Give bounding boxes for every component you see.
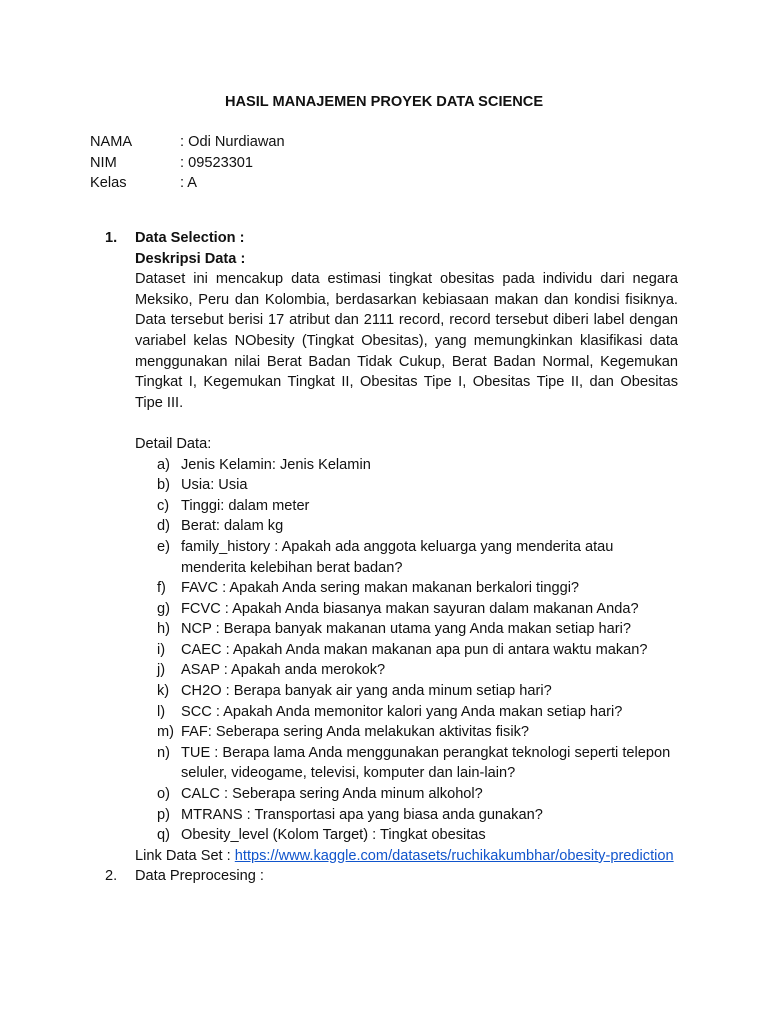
list-item-text: CALC : Seberapa sering Anda minum alkohol? (181, 786, 483, 803)
list-item-marker: f) (157, 580, 166, 597)
identity-value: : 09523301 (180, 154, 254, 171)
list-item (135, 743, 678, 784)
list-item-text: Jenis Kelamin: Jenis Kelamin (181, 456, 371, 473)
section-heading: Data Preprocesing : (135, 868, 264, 885)
list-item (135, 702, 678, 723)
list-item-marker: e) (157, 538, 170, 555)
dataset-link[interactable]: https://www.kaggle.com/datasets/ruchikakumbhar/obesity-prediction (234, 847, 674, 864)
section-subheading: Deskripsi Data : (135, 250, 246, 267)
section-heading: Data Selection : (135, 230, 245, 246)
description-paragraph: Dataset ini mencakup data estimasi tingkat obesitas pada individu dari negara Meksiko, Peru dan Kolombia, berdasarkan kebiasaan makan dan kondisi fisiknya. Data tersebut berisi 17 atribut dan 2111 record, record tersebut diberi label dengan variabel kelas NObesity (Tingkat Obesitas), yang memungkinkan klasifikasi data menggunakan nilai Berat Badan Tidak Cukup, Berat Badan Normal, Kegemukan Tingkat I, Kegemukan Tingkat II, Obesitas Tipe I, Obesitas Tipe II, dan Obesitas Tipe III. (135, 271, 678, 411)
identity-label: Kelas (90, 175, 127, 192)
section-body (135, 228, 678, 866)
list-item (135, 599, 678, 620)
list-item-text: TUE : Berapa lama Anda menggunakan perangkat teknologi seperti telepon seluler, videogame, televisi, komputer dan lain-lain? (181, 744, 671, 782)
list-item-text: FAVC : Apakah Anda sering makan makanan berkalori tinggi? (181, 580, 580, 597)
identity-block (90, 132, 285, 194)
list-item (135, 681, 678, 702)
list-item-text: Berat: dalam kg (181, 518, 284, 535)
list-item-marker: p) (157, 806, 170, 823)
list-item-text: MTRANS : Transportasi apa yang biasa anda gunakan? (181, 806, 543, 823)
list-item-marker: a) (157, 456, 170, 473)
dataset-link-line (135, 846, 678, 867)
sections (90, 228, 678, 887)
list-item-marker: m) (157, 724, 175, 741)
list-item-marker: d) (157, 518, 170, 535)
list-item-text: FCVC : Apakah Anda biasanya makan sayuran dalam makanan Anda? (181, 600, 639, 617)
identity-label: NIM (90, 154, 117, 171)
section-data-preprocessing (90, 866, 678, 887)
list-item (135, 722, 678, 743)
section-data-selection (90, 228, 678, 866)
list-item (135, 660, 678, 681)
list-item-text: Usia: Usia (181, 477, 248, 494)
identity-value: : Odi Nurdiawan (180, 134, 285, 150)
identity-row-nim (90, 153, 285, 174)
list-item-text: FAF: Seberapa sering Anda melakukan aktivitas fisik? (181, 724, 529, 741)
list-item-marker: h) (157, 621, 170, 638)
identity-value: : A (180, 175, 198, 192)
list-item-marker: b) (157, 477, 170, 494)
list-item-marker: n) (157, 744, 170, 761)
list-item-text: NCP : Berapa banyak makanan utama yang Anda makan setiap hari? (181, 621, 631, 638)
list-item-marker: j) (157, 662, 166, 679)
list-item (135, 578, 678, 599)
list-item-text: SCC : Apakah Anda memonitor kalori yang Anda makan setiap hari? (181, 703, 623, 720)
list-item-marker: k) (157, 683, 170, 700)
list-item-text: Tinggi: dalam meter (181, 497, 310, 514)
list-item-text: CH2O : Berapa banyak air yang anda minum setiap hari? (181, 683, 552, 700)
list-item-text: CAEC : Apakah Anda makan makanan apa pun di antara waktu makan? (181, 641, 648, 658)
list-item-text: family_history : Apakah ada anggota keluarga yang menderita atau menderita kelebihan berat badan? (181, 538, 614, 576)
list-item-marker: l) (157, 703, 166, 720)
identity-row-name (90, 132, 285, 153)
list-item-marker: o) (157, 786, 170, 803)
document-title: HASIL MANAJEMEN PROYEK DATA SCIENCE (224, 94, 544, 110)
identity-label: NAMA (90, 134, 133, 150)
list-item-marker: c) (157, 497, 170, 514)
identity-row-class (90, 173, 285, 194)
list-item (135, 805, 678, 826)
list-item-marker: q) (157, 827, 170, 844)
list-item (135, 455, 678, 476)
list-item-text: Obesity_level (Kolom Target) : Tingkat obesitas (181, 827, 486, 844)
list-item (135, 640, 678, 661)
list-item (135, 619, 678, 640)
list-item (135, 825, 678, 846)
detail-list (135, 455, 678, 846)
list-item-marker: g) (157, 600, 170, 617)
list-item (135, 516, 678, 537)
list-item-text: ASAP : Apakah anda merokok? (181, 662, 386, 679)
list-item (135, 475, 678, 496)
section-number: 1. (105, 230, 118, 246)
list-item-marker: i) (157, 641, 166, 658)
list-item (135, 496, 678, 517)
list-item (135, 784, 678, 805)
detail-label: Detail Data: (135, 435, 212, 452)
section-number: 2. (105, 868, 118, 885)
list-item (135, 537, 678, 578)
dataset-link-label: Link Data Set : (135, 847, 235, 864)
